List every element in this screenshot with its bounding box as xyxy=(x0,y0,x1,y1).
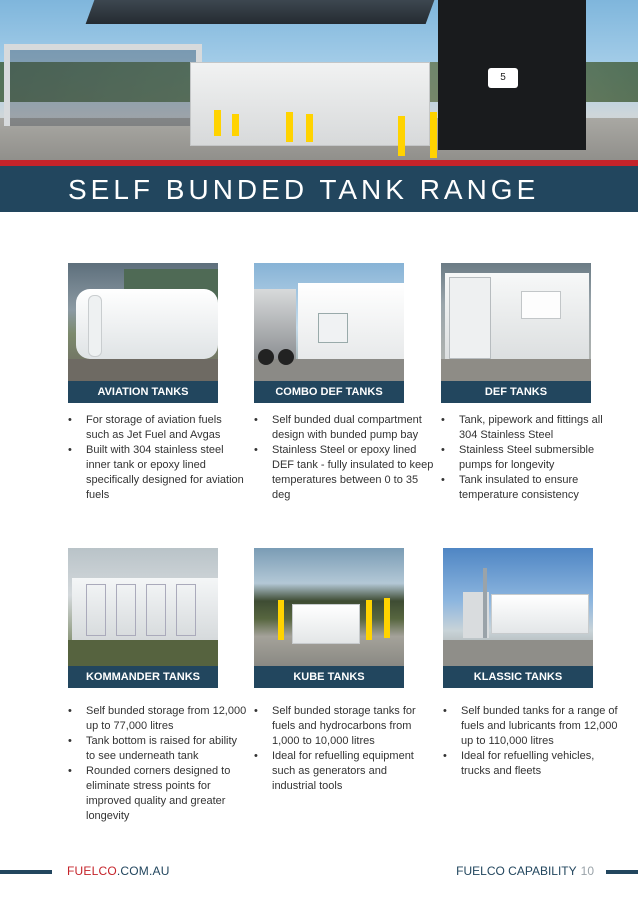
footer-website[interactable] xyxy=(67,864,170,878)
product-label: KLASSIC TANKS xyxy=(443,666,593,688)
product-card-klassic xyxy=(443,548,593,688)
list-item: • Tank insulated to ensure temperature consistency xyxy=(441,473,621,503)
list-item: • For storage of aviation fuels such as Jet Fuel and Avgas xyxy=(68,413,248,443)
product-label: KUBE TANKS xyxy=(254,666,404,688)
combo-def-tank-photo xyxy=(254,263,404,381)
aviation-bullet-list xyxy=(68,413,248,503)
kube-tank-photo xyxy=(254,548,404,666)
klassic-bullet-list xyxy=(443,704,623,779)
product-card-aviation xyxy=(68,263,218,403)
list-item: • Self bunded dual compartment design with bunded pump bay xyxy=(254,413,434,443)
list-item: • Self bunded tanks for a range of fuels and lubricants from 12,000 up to 110,000 litres xyxy=(443,704,623,749)
product-card-kommander xyxy=(68,548,218,688)
product-card-combo-def xyxy=(254,263,404,403)
bollard xyxy=(398,116,405,156)
list-item: • Tank, pipework and fittings all 304 Stainless Steel xyxy=(441,413,621,443)
bollard xyxy=(214,110,221,136)
header-photo xyxy=(0,0,638,166)
title-banner xyxy=(0,166,638,212)
footer-website-brand: FUELCO xyxy=(67,864,117,878)
kommander-tank-photo xyxy=(68,548,218,666)
product-card-kube xyxy=(254,548,404,688)
footer-website-domain: .COM.AU xyxy=(116,864,170,878)
bollard xyxy=(286,112,293,142)
product-label: COMBO DEF TANKS xyxy=(254,381,404,403)
bay-number-sign: 5 xyxy=(488,68,518,88)
list-item: • Tank bottom is raised for ability to see underneath tank xyxy=(68,734,248,764)
footer-rule-left xyxy=(0,870,52,874)
def-tank-photo xyxy=(441,263,591,381)
kube-bullet-list xyxy=(254,704,434,794)
footer-section xyxy=(456,864,594,878)
footer-section-title: FUELCO CAPABILITY xyxy=(456,864,577,878)
list-item: • Ideal for refuelling vehicles, trucks and fleets xyxy=(443,749,623,779)
product-label: AVIATION TANKS xyxy=(68,381,218,403)
page-title: SELF BUNDED TANK RANGE xyxy=(68,174,540,205)
footer-rule-right xyxy=(606,870,638,874)
list-item: • Stainless Steel submersible pumps for longevity xyxy=(441,443,621,473)
list-item: • Self bunded storage tanks for fuels and hydrocarbons from 1,000 to 10,000 litres xyxy=(254,704,434,749)
kommander-bullet-list xyxy=(68,704,248,824)
canopy-roof xyxy=(86,0,435,24)
aviation-tank-photo xyxy=(68,263,218,381)
product-label: KOMMANDER TANKS xyxy=(68,666,218,688)
bollard xyxy=(306,114,313,142)
bollard xyxy=(232,114,239,136)
product-card-def xyxy=(441,263,591,403)
def-bullet-list xyxy=(441,413,621,503)
list-item: • Stainless Steel or epoxy lined DEF tank - fully insulated to keep temperatures between 0 to 35 deg xyxy=(254,443,434,503)
combo-def-bullet-list xyxy=(254,413,434,503)
product-label: DEF TANKS xyxy=(441,381,591,403)
bollard xyxy=(430,112,437,158)
list-item: • Ideal for refuelling equipment such as generators and industrial tools xyxy=(254,749,434,794)
page-number: 10 xyxy=(580,864,594,878)
truck-wash-frame xyxy=(4,44,202,126)
klassic-tank-photo xyxy=(443,548,593,666)
list-item: • Built with 304 stainless steel inner tank or epoxy lined specifically designed for aviation fuels xyxy=(68,443,248,503)
list-item: • Self bunded storage from 12,000 up to 77,000 litres xyxy=(68,704,248,734)
list-item: • Rounded corners designed to eliminate stress points for improved quality and greater longevity xyxy=(68,764,248,824)
